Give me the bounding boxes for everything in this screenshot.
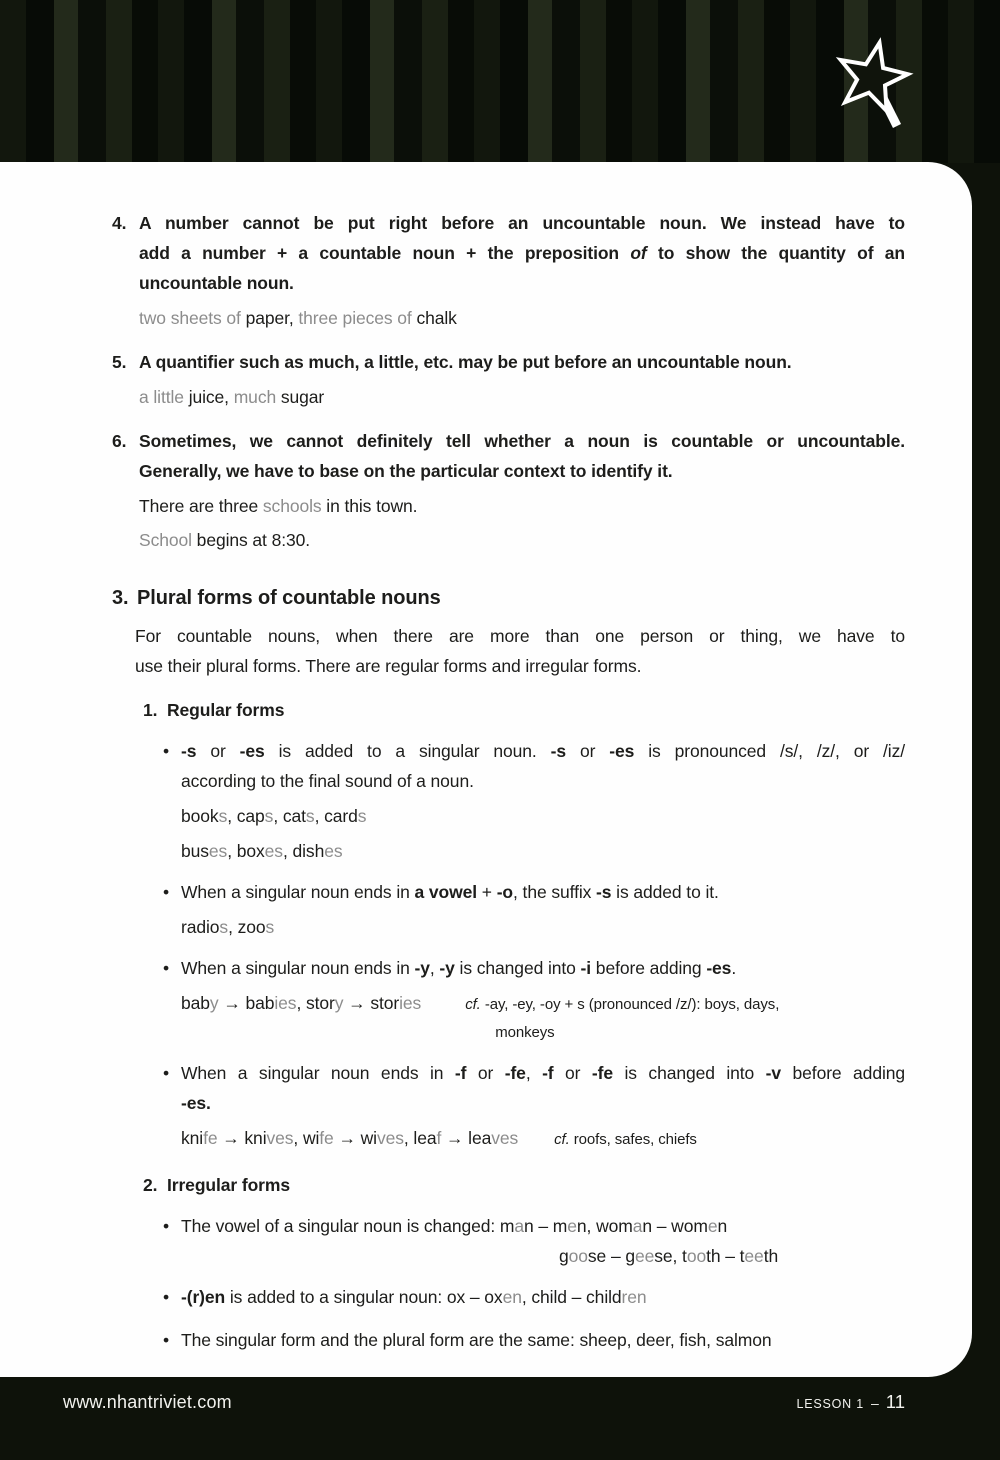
example-line: There are three schools in this town. bbox=[139, 496, 418, 516]
rule-line: A quantifier such as much, a little, etc. may be put before an uncountable noun. bbox=[139, 352, 792, 372]
star-wand-icon bbox=[834, 36, 918, 134]
subsection-irregular-heading bbox=[143, 1170, 905, 1200]
page-number: 11 bbox=[885, 1391, 905, 1412]
bullet-marker: • bbox=[163, 741, 170, 761]
item-number: 5. bbox=[112, 352, 127, 372]
cf-note bbox=[465, 991, 779, 1047]
bullet-body bbox=[181, 1058, 905, 1154]
lesson-content bbox=[0, 162, 972, 1355]
bullet-marker: • bbox=[163, 882, 170, 902]
bullet-marker: • bbox=[163, 1330, 170, 1350]
footer-page-block bbox=[796, 1391, 905, 1413]
bullet-marker: • bbox=[163, 958, 170, 978]
section-title: Plural forms of countable nouns bbox=[137, 587, 441, 609]
example-line: radios, zoos bbox=[181, 917, 275, 937]
bullet-body bbox=[181, 1282, 905, 1312]
content-card bbox=[0, 162, 972, 1377]
rule-item-6 bbox=[112, 426, 905, 555]
lesson-dash: – bbox=[870, 1395, 879, 1411]
section-heading bbox=[112, 583, 905, 613]
bullet-y-ies bbox=[163, 953, 905, 1047]
subsection-title: Regular forms bbox=[167, 700, 285, 720]
subsection-number: 2. bbox=[143, 1175, 158, 1195]
cf-note: cf. roofs, safes, chiefs bbox=[554, 1131, 697, 1148]
bullet-text-line: The singular form and the plural form are the same: sheep, deer, fish, salmon bbox=[181, 1330, 772, 1350]
example-line: books, caps, cats, cards bbox=[181, 806, 367, 826]
bullet-s-es bbox=[163, 736, 905, 866]
example-line: School begins at 8:30. bbox=[139, 530, 310, 550]
subsection-title: Irregular forms bbox=[167, 1175, 290, 1195]
bullet-marker: • bbox=[163, 1216, 170, 1236]
rule-line: A number cannot be put right before an uncountable noun. We instead have to bbox=[139, 213, 905, 233]
header-stripes bbox=[0, 0, 1000, 163]
bullet-marker: • bbox=[163, 1287, 170, 1307]
item-number: 6. bbox=[112, 431, 127, 451]
bullet-text-line: -(r)en is added to a singular noun: ox – oxen, child – children bbox=[181, 1287, 647, 1307]
rule-line: Sometimes, we cannot definitely tell whether a noun is countable or uncountable. bbox=[139, 431, 905, 451]
bullet-text-line: according to the final sound of a noun. bbox=[181, 771, 474, 791]
bullet-body bbox=[181, 1211, 905, 1271]
bullet-body bbox=[181, 736, 905, 866]
example-line: two sheets of paper, three pieces of chalk bbox=[139, 308, 457, 328]
bullet-text-line: -s or -es is added to a singular noun. -s or -es is pronounced /s/, /z/, or /iz/ bbox=[181, 741, 905, 761]
bullet-vowel-change bbox=[163, 1211, 905, 1271]
bullet-marker: • bbox=[163, 1063, 170, 1083]
subsection-number: 1. bbox=[143, 700, 158, 720]
item-body bbox=[139, 208, 905, 333]
bullet-body bbox=[181, 1325, 905, 1355]
bullet-text-line: -es. bbox=[181, 1093, 211, 1113]
example-row bbox=[181, 1118, 905, 1154]
section-number: 3. bbox=[112, 587, 129, 609]
subsection-regular-heading bbox=[143, 695, 905, 725]
bullet-text-line: When a singular noun ends in -y, -y is changed into -i before adding -es. bbox=[181, 958, 737, 978]
section-intro bbox=[112, 621, 905, 681]
bullet-body bbox=[181, 953, 905, 1047]
example-line: baby → babies, story → stories bbox=[181, 993, 422, 1013]
rule-item-4 bbox=[112, 208, 905, 333]
bullet-same-form bbox=[163, 1325, 905, 1355]
bullet-ren bbox=[163, 1282, 905, 1312]
example-line: a little juice, much sugar bbox=[139, 387, 325, 407]
item-body bbox=[139, 347, 905, 412]
example-line: buses, boxes, dishes bbox=[181, 841, 343, 861]
bullet-text-line: The vowel of a singular noun is changed: man – men, woman – women bbox=[181, 1216, 728, 1236]
item-number: 4. bbox=[112, 213, 127, 233]
intro-line: For countable nouns, when there are more than one person or thing, we have to bbox=[135, 626, 905, 646]
intro-line: use their plural forms. There are regular forms and irregular forms. bbox=[135, 656, 642, 676]
bullet-f-fe bbox=[163, 1058, 905, 1154]
bullet-body bbox=[181, 877, 905, 942]
bullet-text-line: goose – geese, tooth – teeth bbox=[559, 1246, 779, 1266]
footer-website: www.nhantriviet.com bbox=[63, 1392, 232, 1412]
example-line: knife → knives, wife → wives, leaf → leaves bbox=[181, 1128, 519, 1148]
rule-line: uncountable noun. bbox=[139, 273, 294, 293]
rule-line: add a number + a countable noun + the preposition of to show the quantity of an bbox=[139, 243, 905, 263]
rule-item-5 bbox=[112, 347, 905, 412]
bullet-text-line: When a singular noun ends in -f or -fe, -f or -fe is changed into -v before adding bbox=[181, 1063, 906, 1083]
lesson-label: LESSON 1 bbox=[796, 1397, 864, 1411]
bullet-vowel-o bbox=[163, 877, 905, 942]
bullet-text-line: When a singular noun ends in a vowel + -o, the suffix -s is added to it. bbox=[181, 882, 719, 902]
item-body bbox=[139, 426, 905, 555]
cf-note-line: cf. -ay, -ey, -oy + s (pronounced /z/): boys, days, bbox=[465, 996, 780, 1013]
rule-line: Generally, we have to base on the particular context to identify it. bbox=[139, 461, 673, 481]
cf-note-line: monkeys bbox=[495, 1024, 555, 1041]
example-row bbox=[181, 983, 905, 1047]
footer-bar bbox=[63, 1391, 905, 1413]
